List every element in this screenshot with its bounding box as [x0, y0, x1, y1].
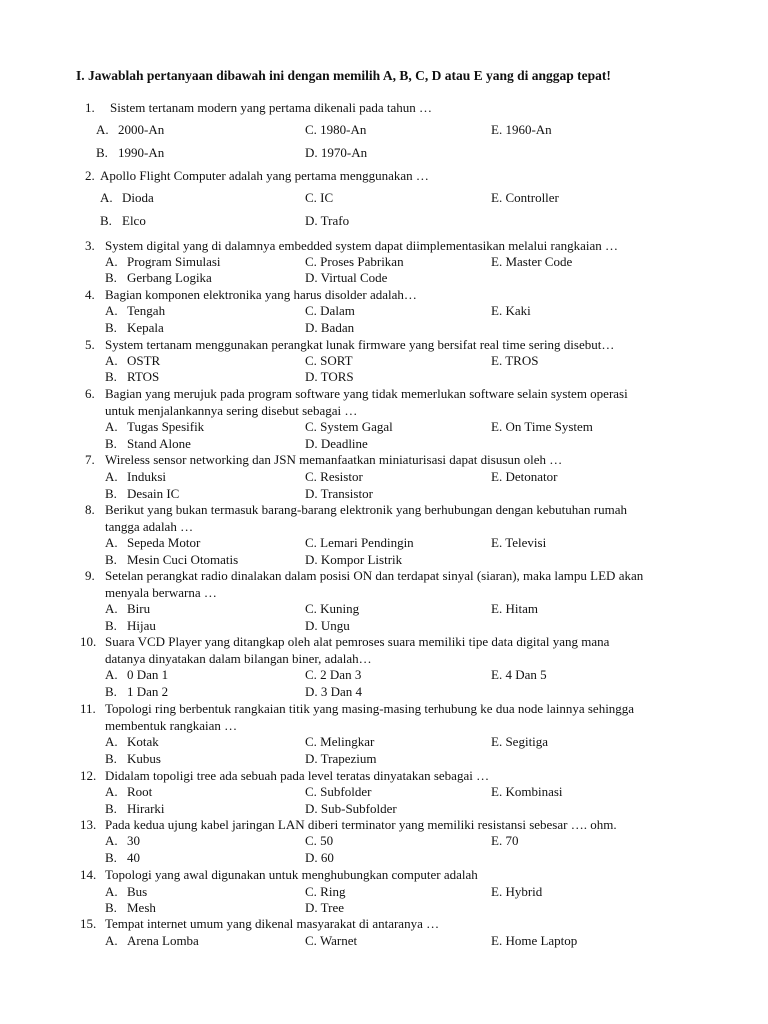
option-text: Virtual Code	[320, 270, 388, 285]
option-letter: C.	[305, 933, 320, 948]
answer-option-a	[100, 190, 154, 206]
option-text: OSTR	[127, 353, 161, 368]
option-text: RTOS	[127, 369, 160, 384]
option-letter: A.	[105, 784, 118, 799]
option-text: Biru	[127, 601, 151, 616]
answer-option-d	[305, 436, 368, 452]
option-letter: A.	[96, 122, 109, 137]
option-text: Detonator	[505, 469, 558, 484]
option-text: Kompor Listrik	[320, 552, 403, 567]
question-text: untuk menjalankannya sering disebut sebagai …	[105, 402, 358, 418]
answer-option-c	[305, 469, 363, 485]
option-text: Bus	[127, 884, 148, 899]
question-number: 15.	[80, 916, 97, 931]
question-number: 3.	[85, 238, 95, 253]
option-text: Subfolder	[320, 784, 372, 799]
option-letter: C.	[305, 535, 321, 550]
option-text: Home Laptop	[505, 933, 578, 948]
option-letter: D.	[305, 618, 321, 633]
option-text: 1970-An	[320, 145, 368, 160]
answer-option-e	[491, 254, 572, 270]
option-text: Master Code	[505, 254, 573, 269]
answer-option-a	[96, 122, 164, 138]
option-text: Ring	[320, 884, 346, 899]
option-letter: A.	[105, 303, 118, 318]
option-text: 2 Dan 3	[320, 667, 362, 682]
option-letter: E.	[491, 419, 506, 434]
answer-option-d	[305, 369, 354, 385]
question-text: Bagian yang merujuk pada program software yang tidak memerlukan software selain system operasi	[105, 386, 628, 401]
question-number: 12.	[80, 768, 97, 783]
option-text: Tree	[320, 900, 345, 915]
option-letter: B.	[105, 369, 117, 384]
option-letter: B.	[100, 213, 112, 228]
option-text: Elco	[122, 213, 146, 228]
question-number: 10.	[80, 634, 97, 649]
answer-option-b	[105, 900, 156, 916]
option-letter: E.	[491, 734, 506, 749]
option-text: Desain IC	[127, 486, 180, 501]
option-text: 1990-An	[118, 145, 165, 160]
option-text: Kombinasi	[505, 784, 563, 799]
option-letter: C.	[305, 667, 321, 682]
option-text: 4 Dan 5	[505, 667, 547, 682]
option-letter: E.	[491, 535, 506, 550]
option-text: Transistor	[320, 486, 373, 501]
option-text: Hirarki	[127, 801, 165, 816]
option-text: TROS	[505, 353, 539, 368]
option-text: Program Simulasi	[127, 254, 221, 269]
option-letter: D.	[305, 801, 321, 816]
option-letter: D.	[305, 900, 321, 915]
option-letter: A.	[105, 601, 118, 616]
answer-option-a	[105, 833, 140, 849]
answer-option-e	[491, 884, 542, 900]
option-letter: D.	[305, 436, 321, 451]
option-text: Melingkar	[320, 734, 375, 749]
option-text: Sepeda Motor	[127, 535, 201, 550]
option-letter: C.	[305, 254, 321, 269]
option-text: 30	[127, 833, 140, 848]
option-letter: D.	[305, 486, 321, 501]
answer-option-a	[105, 734, 159, 750]
question-number: 6.	[85, 386, 95, 401]
option-text: 40	[127, 850, 140, 865]
answer-option-c	[305, 884, 345, 900]
answer-option-b	[105, 801, 165, 817]
answer-option-a	[105, 667, 168, 683]
question-number: 14.	[80, 867, 97, 882]
option-text: Dalam	[320, 303, 355, 318]
option-letter: A.	[105, 535, 118, 550]
answer-option-c	[305, 419, 393, 435]
option-text: Resistor	[320, 469, 363, 484]
option-text: Proses Pabrikan	[320, 254, 404, 269]
question-number: 4.	[85, 287, 95, 302]
answer-option-b	[105, 850, 140, 866]
question-number: 8.	[85, 502, 95, 517]
option-letter: E.	[491, 353, 506, 368]
answer-option-e	[491, 535, 546, 551]
answer-option-d	[305, 801, 397, 817]
option-letter: D.	[305, 270, 321, 285]
question-text: Setelan perangkat radio dinalakan dalam posisi ON dan terdapat sinyal (siaran), maka lampu LED akan	[105, 568, 644, 583]
answer-option-b	[105, 552, 238, 568]
answer-option-c	[305, 535, 414, 551]
option-text: Segitiga	[505, 734, 549, 749]
answer-option-e	[491, 122, 552, 138]
option-letter: D.	[305, 320, 321, 335]
question-number: 2.	[85, 168, 95, 183]
question-text: membentuk rangkaian …	[105, 717, 238, 733]
section-heading: I. Jawablah pertanyaan dibawah ini dengan memilih A, B, C, D atau E yang di anggap tepat!	[76, 68, 611, 83]
option-letter: A.	[105, 833, 118, 848]
answer-option-c	[305, 190, 333, 206]
question-text: Berikut yang bukan termasuk barang-barang elektronik yang berhubungan dengan kebutuhan rumah	[105, 502, 627, 517]
option-text: TORS	[320, 369, 354, 384]
option-text: Trapezium	[320, 751, 377, 766]
option-letter: D.	[305, 552, 321, 567]
answer-option-e	[491, 469, 557, 485]
answer-option-a	[105, 303, 165, 319]
answer-option-a	[105, 601, 150, 617]
option-letter: E.	[491, 784, 506, 799]
option-text: Lemari Pendingin	[320, 535, 414, 550]
option-letter: A.	[105, 734, 118, 749]
question-number: 1.	[85, 100, 95, 115]
question-text: menyala berwarna …	[105, 584, 217, 600]
answer-option-b	[105, 369, 159, 385]
option-text: Kepala	[127, 320, 164, 335]
option-text: SORT	[320, 353, 353, 368]
answer-option-d	[305, 320, 354, 336]
option-letter: E.	[491, 884, 506, 899]
answer-option-e	[491, 419, 593, 435]
option-letter: E.	[491, 190, 506, 205]
question-text: Wireless sensor networking dan JSN memanfaatkan miniaturisasi dapat disusun oleh …	[105, 452, 563, 467]
option-letter: E.	[491, 254, 506, 269]
question-text: Pada kedua ujung kabel jaringan LAN diberi terminator yang memiliki resistansi sebesar …. ohm.	[105, 817, 617, 832]
answer-option-e	[491, 601, 538, 617]
option-letter: C.	[305, 353, 321, 368]
option-text: Induksi	[127, 469, 166, 484]
answer-option-d	[305, 850, 334, 866]
option-letter: C.	[305, 884, 321, 899]
option-letter: A.	[105, 667, 118, 682]
answer-option-b	[105, 618, 156, 634]
answer-option-a	[105, 353, 160, 369]
question-number: 7.	[85, 452, 95, 467]
answer-option-b	[105, 436, 191, 452]
answer-option-e	[491, 784, 563, 800]
option-text: Root	[127, 784, 153, 799]
option-letter: E.	[491, 469, 506, 484]
option-text: 3 Dan 4	[320, 684, 363, 699]
question-number: 13.	[80, 817, 97, 832]
option-text: 50	[320, 833, 334, 848]
question-text: Didalam topoligi tree ada sebuah pada level teratas dinyatakan sebagai …	[105, 768, 490, 783]
option-letter: D.	[305, 145, 321, 160]
option-text: Kaki	[505, 303, 531, 318]
option-text: Tengah	[127, 303, 166, 318]
question-number: 5.	[85, 337, 95, 352]
answer-option-d	[305, 145, 367, 161]
option-text: Tugas Spesifik	[127, 419, 205, 434]
option-text: Gerbang Logika	[127, 270, 212, 285]
option-letter: C.	[305, 601, 321, 616]
answer-option-c	[305, 784, 371, 800]
answer-option-b	[105, 486, 179, 502]
option-letter: B.	[105, 552, 117, 567]
answer-option-d	[305, 900, 344, 916]
option-letter: A.	[100, 190, 113, 205]
option-letter: E.	[491, 601, 506, 616]
answer-option-e	[491, 933, 577, 949]
option-letter: A.	[105, 419, 118, 434]
question-text: Sistem tertanam modern yang pertama dikenali pada tahun …	[110, 100, 433, 115]
answer-option-b	[96, 145, 164, 161]
question-text: Apollo Flight Computer adalah yang pertama menggunakan …	[100, 168, 429, 183]
answer-option-a	[105, 933, 199, 949]
option-text: Mesin Cuci Otomatis	[127, 552, 239, 567]
option-letter: B.	[105, 618, 117, 633]
option-text: Kotak	[127, 734, 159, 749]
question-number: 9.	[85, 568, 95, 583]
option-letter: B.	[105, 751, 117, 766]
answer-option-e	[491, 667, 547, 683]
option-letter: B.	[105, 684, 117, 699]
answer-option-a	[105, 535, 200, 551]
answer-option-d	[305, 618, 350, 634]
option-letter: C.	[305, 469, 321, 484]
option-text: Hijau	[127, 618, 156, 633]
option-letter: A.	[105, 469, 118, 484]
option-text: 1 Dan 2	[127, 684, 169, 699]
option-letter: C.	[305, 784, 321, 799]
answer-option-e	[491, 190, 559, 206]
option-letter: B.	[105, 486, 117, 501]
answer-option-c	[305, 667, 361, 683]
option-text: 60	[320, 850, 334, 865]
option-letter: C.	[305, 734, 321, 749]
answer-option-e	[491, 303, 531, 319]
answer-option-a	[105, 884, 147, 900]
option-letter: B.	[96, 145, 108, 160]
option-letter: A.	[105, 933, 118, 948]
question-text: Topologi yang awal digunakan untuk menghubungkan computer adalah	[105, 867, 478, 882]
option-letter: D.	[305, 369, 321, 384]
option-letter: B.	[105, 900, 117, 915]
option-letter: B.	[105, 320, 117, 335]
answer-option-e	[491, 833, 518, 849]
answer-option-d	[305, 270, 387, 286]
option-text: Mesh	[127, 900, 156, 915]
option-text: Hybrid	[505, 884, 543, 899]
option-letter: B.	[105, 801, 117, 816]
option-letter: A.	[105, 884, 118, 899]
answer-option-c	[305, 734, 374, 750]
option-text: Arena Lomba	[127, 933, 199, 948]
answer-option-b	[105, 320, 164, 336]
option-letter: A.	[105, 353, 118, 368]
answer-option-c	[305, 303, 355, 319]
option-letter: D.	[305, 850, 321, 865]
option-text: Televisi	[505, 535, 547, 550]
option-letter: A.	[105, 254, 118, 269]
answer-option-a	[105, 254, 221, 270]
option-text: Badan	[320, 320, 355, 335]
option-letter: C.	[305, 833, 321, 848]
option-text: Kubus	[127, 751, 161, 766]
question-text: datanya dinyatakan dalam bilangan biner, adalah…	[105, 650, 372, 666]
answer-option-e	[491, 734, 548, 750]
option-text: 1960-An	[505, 122, 552, 137]
option-letter: E.	[491, 667, 506, 682]
option-letter: D.	[305, 213, 321, 228]
option-letter: C.	[305, 190, 321, 205]
option-letter: E.	[491, 303, 506, 318]
option-text: 2000-An	[118, 122, 165, 137]
option-text: System Gagal	[320, 419, 393, 434]
option-letter: E.	[491, 933, 506, 948]
answer-option-c	[305, 353, 353, 369]
option-letter: B.	[105, 436, 117, 451]
option-letter: D.	[305, 751, 321, 766]
answer-option-c	[305, 833, 333, 849]
question-text: Topologi ring berbentuk rangkaian titik yang masing-masing terhubung ke dua node lainnya sehingga	[105, 701, 635, 716]
option-text: On Time System	[505, 419, 593, 434]
answer-option-a	[105, 784, 152, 800]
answer-option-d	[305, 213, 349, 229]
option-text: Hitam	[505, 601, 538, 616]
option-text: IC	[320, 190, 334, 205]
option-text: 1980-An	[320, 122, 367, 137]
option-letter: D.	[305, 684, 321, 699]
answer-option-a	[105, 419, 204, 435]
answer-option-d	[305, 684, 362, 700]
answer-option-b	[105, 751, 161, 767]
question-number: 11.	[80, 701, 96, 716]
question-text: Tempat internet umum yang dikenal masyarakat di antaranya …	[105, 916, 440, 931]
option-text: Kuning	[320, 601, 360, 616]
option-letter: B.	[105, 270, 117, 285]
option-text: Controller	[505, 190, 559, 205]
answer-option-c	[305, 601, 359, 617]
option-letter: B.	[105, 850, 117, 865]
answer-option-c	[305, 933, 357, 949]
option-letter: C.	[305, 122, 321, 137]
question-text: tangga adalah …	[105, 518, 194, 534]
option-letter: C.	[305, 419, 321, 434]
answer-option-d	[305, 751, 377, 767]
option-text: Trafo	[320, 213, 350, 228]
option-text: Dioda	[122, 190, 154, 205]
option-text: Deadline	[320, 436, 368, 451]
option-text: 70	[505, 833, 519, 848]
option-letter: E.	[491, 122, 506, 137]
option-text: 0 Dan 1	[127, 667, 169, 682]
option-text: Stand Alone	[127, 436, 191, 451]
question-text: Suara VCD Player yang ditangkap oleh alat pemroses suara memiliki tipe data digital yang mana	[105, 634, 610, 649]
question-text: System tertanam menggunakan perangkat lunak firmware yang bersifat real time sering disebut…	[105, 337, 615, 352]
option-letter: C.	[305, 303, 321, 318]
option-text: Sub-Subfolder	[320, 801, 397, 816]
question-text: System digital yang di dalamnya embedded system dapat diimplementasikan melalui rangkaian …	[105, 238, 619, 253]
option-letter: E.	[491, 833, 506, 848]
question-text: Bagian komponen elektronika yang harus disolder adalah…	[105, 287, 417, 302]
answer-option-b	[100, 213, 146, 229]
answer-option-c	[305, 254, 404, 270]
answer-option-d	[305, 552, 402, 568]
answer-option-a	[105, 469, 166, 485]
option-text: Warnet	[319, 933, 358, 948]
answer-option-b	[105, 684, 168, 700]
option-text: Ungu	[320, 618, 350, 633]
answer-option-b	[105, 270, 212, 286]
answer-option-d	[305, 486, 373, 502]
answer-option-e	[491, 353, 538, 369]
answer-option-c	[305, 122, 366, 138]
